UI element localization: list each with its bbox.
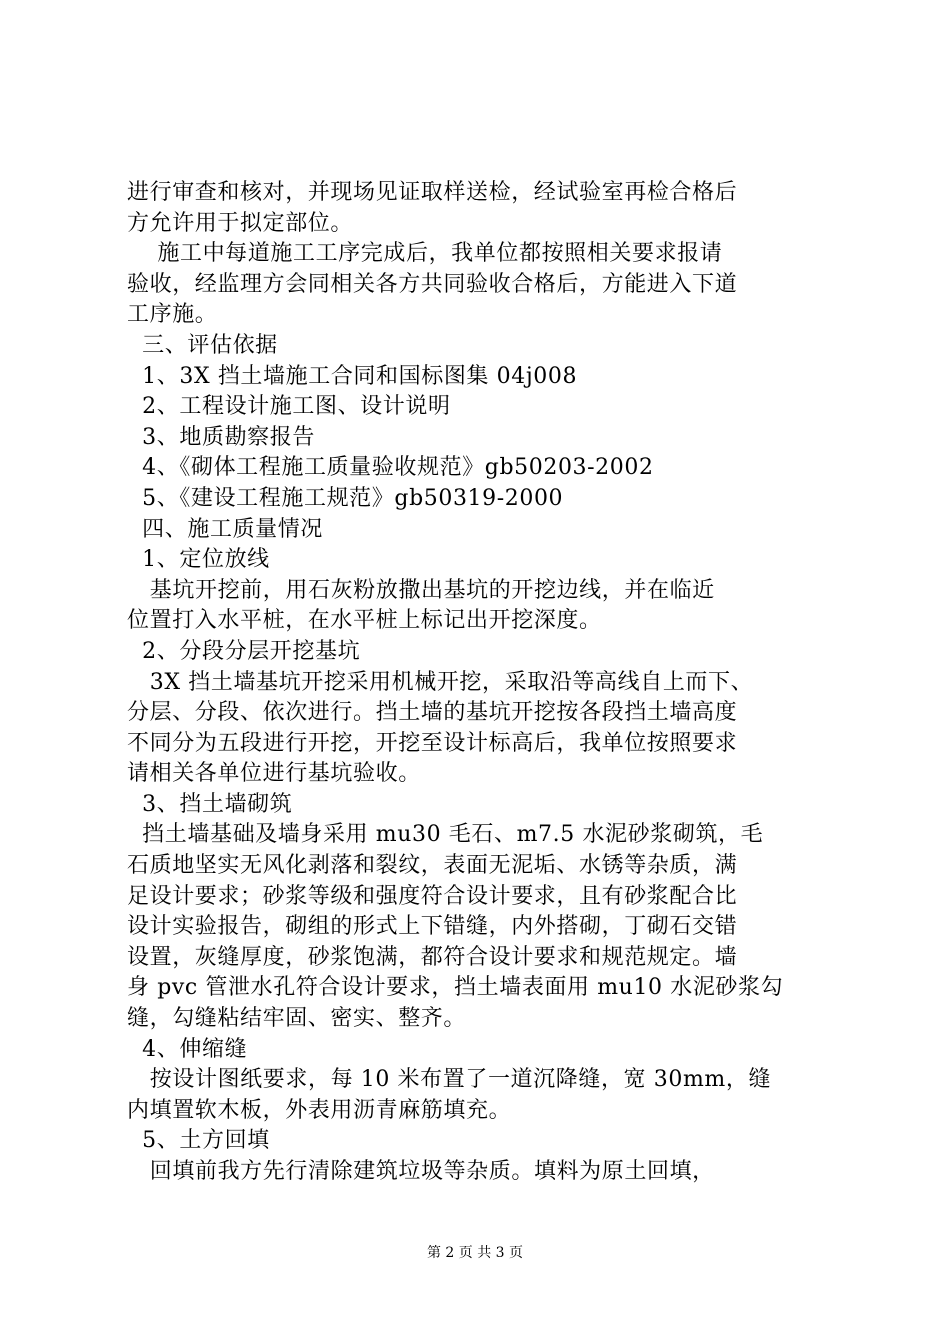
text-line: 位置打入水平桩，在水平桩上标记出开挖深度。 <box>127 608 602 634</box>
document-body <box>127 178 837 1188</box>
text-line: 3、地质勘察报告 <box>127 424 315 450</box>
text-line: 石质地坚实无风化剥落和裂纹，表面无泥垢、水锈等杂质，满 <box>127 853 738 879</box>
text-line: 设计实验报告，砌组的形式上下错缝，内外搭砌，丁砌石交错 <box>127 914 738 940</box>
text-line: 方允许用于拟定部位。 <box>127 210 354 236</box>
text-line: 3X 挡土墙基坑开挖采用机械开挖，采取沿等高线自上而下、 <box>127 669 754 695</box>
text-line: 2、工程设计施工图、设计说明 <box>127 394 451 420</box>
text-line: 施工中每道施工工序完成后，我单位都按照相关要求报请 <box>127 241 723 267</box>
text-line: 验收，经监理方会同相关各方共同验收合格后，方能进入下道 <box>127 271 738 297</box>
text-line: 身 pvc 管泄水孔符合设计要求，挡土墙表面用 mu10 水泥砂浆勾 <box>127 975 784 1001</box>
text-line: 2、分段分层开挖基坑 <box>127 638 361 664</box>
text-line: 按设计图纸要求，每 10 米布置了一道沉降缝，宽 30mm，缝 <box>127 1067 772 1093</box>
text-line: 4、《砌体工程施工质量验收规范》gb50203-2002 <box>127 455 654 481</box>
text-line: 5、土方回填 <box>127 1128 270 1154</box>
text-line: 1、定位放线 <box>127 547 270 573</box>
text-line: 分层、分段、依次进行。挡土墙的基坑开挖按各段挡土墙高度 <box>127 700 738 726</box>
text-line: 5、《建设工程施工规范》gb50319-2000 <box>127 485 564 511</box>
text-line: 设置，灰缝厚度，砂浆饱满，都符合设计要求和规范规定。墙 <box>127 944 738 970</box>
text-line: 挡土墙基础及墙身采用 mu30 毛石、m7.5 水泥砂浆砌筑，毛 <box>127 822 764 848</box>
text-line: 4、伸缩缝 <box>127 1036 248 1062</box>
text-line: 回填前我方先行清除建筑垃圾等杂质。填料为原土回填， <box>127 1159 715 1184</box>
text-line: 请相关各单位进行基坑验收。 <box>127 761 421 787</box>
text-line: 1、3X 挡土墙施工合同和国标图集 04j008 <box>127 363 578 389</box>
text-line: 3、挡土墙砌筑 <box>127 791 293 817</box>
text-line: 缝，勾缝粘结牢固、密实、整齐。 <box>127 1006 467 1032</box>
text-line: 三、评估依据 <box>127 332 278 358</box>
text-line: 四、施工质量情况 <box>127 516 323 542</box>
page-footer: 第 2 页 共 3 页 <box>426 1245 524 1261</box>
text-line: 工序施。 <box>127 302 218 328</box>
text-line: 内填置软木板，外表用沥青麻筋填充。 <box>127 1097 512 1123</box>
text-line: 足设计要求；砂浆等级和强度符合设计要求，且有砂浆配合比 <box>127 883 738 909</box>
text-line: 进行审查和核对，并现场见证取样送检，经试验室再检合格后 <box>127 180 738 205</box>
text-line: 不同分为五段进行开挖，开挖至设计标高后，我单位按照要求 <box>127 730 738 756</box>
text-line: 基坑开挖前，用石灰粉放撒出基坑的开挖边线，并在临近 <box>127 577 715 603</box>
